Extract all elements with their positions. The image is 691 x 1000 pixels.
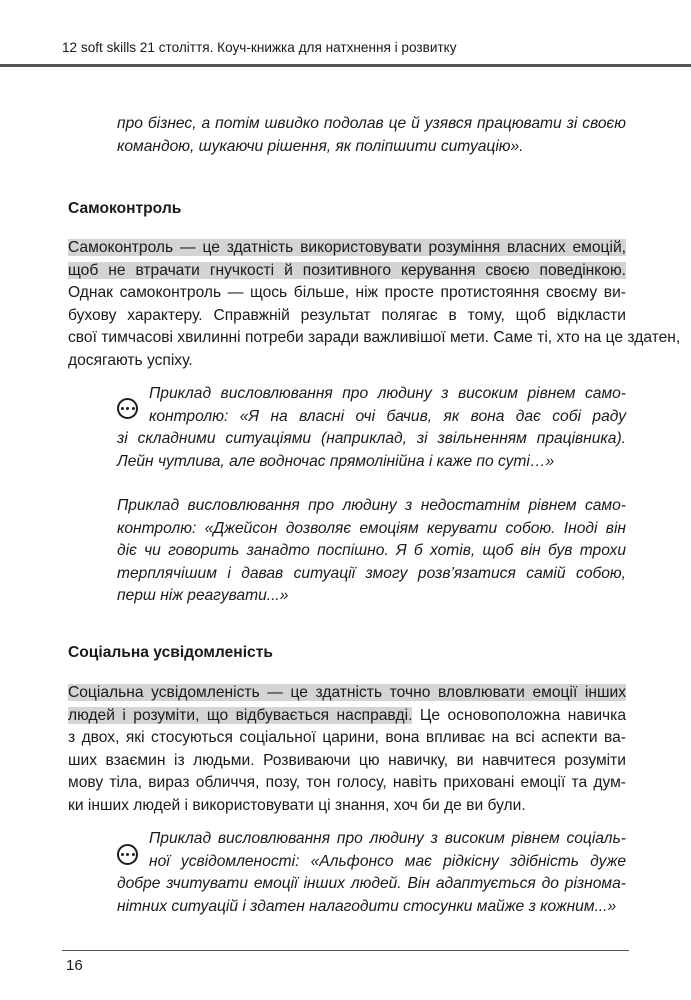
example-line: нітних ситуацій і здатен налагодити стосунки майже з кожним...»	[117, 897, 617, 915]
section-heading-social-awareness: Соціальна усвідомленість	[68, 644, 273, 661]
social-awareness-paragraph	[68, 682, 626, 817]
paragraph-line: свої тимчасові хвилинні потреби заради важливішої мети. Саме ті, хто на це здатен,	[68, 329, 681, 346]
example-line: перш ніж реагувати...»	[117, 587, 289, 604]
example-line: Приклад висловлювання про людину з високим рівнем соціаль-	[149, 830, 626, 847]
quote-line: про бізнес, а потім швидко подолав це й узявся працювати зі своєю	[117, 115, 626, 132]
paragraph-line: Однак самоконтроль — щось більше, ніж просте протистояння своєму ви-	[68, 284, 626, 301]
paragraph-line: мову тіла, вираз обличчя, позу, тон голосу, навіть приховані емоції та дум-	[68, 774, 626, 791]
highlighted-text: людей і розуміти, що відбувається насправді.	[68, 706, 413, 724]
example-line: добре зчитувати емоції інших людей. Він адаптується до різнома-	[117, 875, 626, 892]
self-control-paragraph	[68, 237, 681, 372]
footer-rule	[62, 950, 629, 951]
paragraph-line: ки інших людей і використовувати ці знання, хоч би де ви були.	[68, 796, 526, 814]
example-low-self-control	[117, 495, 626, 608]
example-high-self-control	[117, 383, 626, 473]
header-rule	[0, 64, 691, 67]
example-line: контролю: «Я на власні очі бачив, як вона дає собі раду	[149, 407, 626, 425]
highlighted-text: Самоконтроль — це здатність використовувати розуміння власних емоцій,	[68, 239, 626, 256]
example-line: зі складними ситуаціями (наприклад, зі звільненням працівника).	[117, 430, 626, 447]
intro-quote	[117, 113, 626, 158]
example-line: діє чи говорить занадто поспішно. Я б хотів, щоб він був трохи	[117, 542, 626, 559]
example-line: терплячішим і давав ситуації змогу розв’язатися самій собою,	[117, 564, 626, 582]
example-line: ної усвідомленості: «Альфонсо має рідкісну здібність дуже	[149, 852, 626, 870]
example-line: контролю: «Джейсон дозволяє емоціям керувати собою. Іноді він	[117, 519, 626, 537]
paragraph-line: з двох, які стосуються соціальної царини, вона впливає на всі аспекти ва-	[68, 729, 626, 746]
example-high-social-awareness	[117, 828, 626, 918]
page-number: 16	[66, 957, 83, 974]
example-line: Приклад висловлювання про людину з недостатнім рівнем само-	[117, 497, 626, 514]
paragraph-line: ших взаємин із людьми. Розвиваючи цю навичку, ви навчитеся розуміти	[68, 751, 626, 769]
running-head: 12 soft skills 21 століття. Коуч-книжка для натхнення і розвитку	[62, 40, 457, 55]
paragraph-line: досягають успіху.	[68, 351, 193, 369]
example-line: Приклад висловлювання про людину з високим рівнем само-	[149, 385, 626, 402]
paragraph-line: бухову характеру. Справжній результат полягає в тому, щоб відкласти	[68, 306, 626, 324]
highlighted-text: щоб не втрачати гнучкості й позитивного керування своєю поведінкою.	[68, 261, 626, 279]
paragraph-text: Це основоположна навичка	[412, 706, 626, 724]
highlighted-text: Соціальна усвідомленість — це здатність точно вловлювати емоції інших	[68, 684, 626, 701]
quote-line: командою, шукаючи рішення, як поліпшити ситуацію».	[117, 137, 524, 155]
section-heading-self-control: Самоконтроль	[68, 200, 182, 217]
example-line: Лейн чутлива, але водночас прямолінійна і каже по суті…»	[117, 452, 555, 470]
